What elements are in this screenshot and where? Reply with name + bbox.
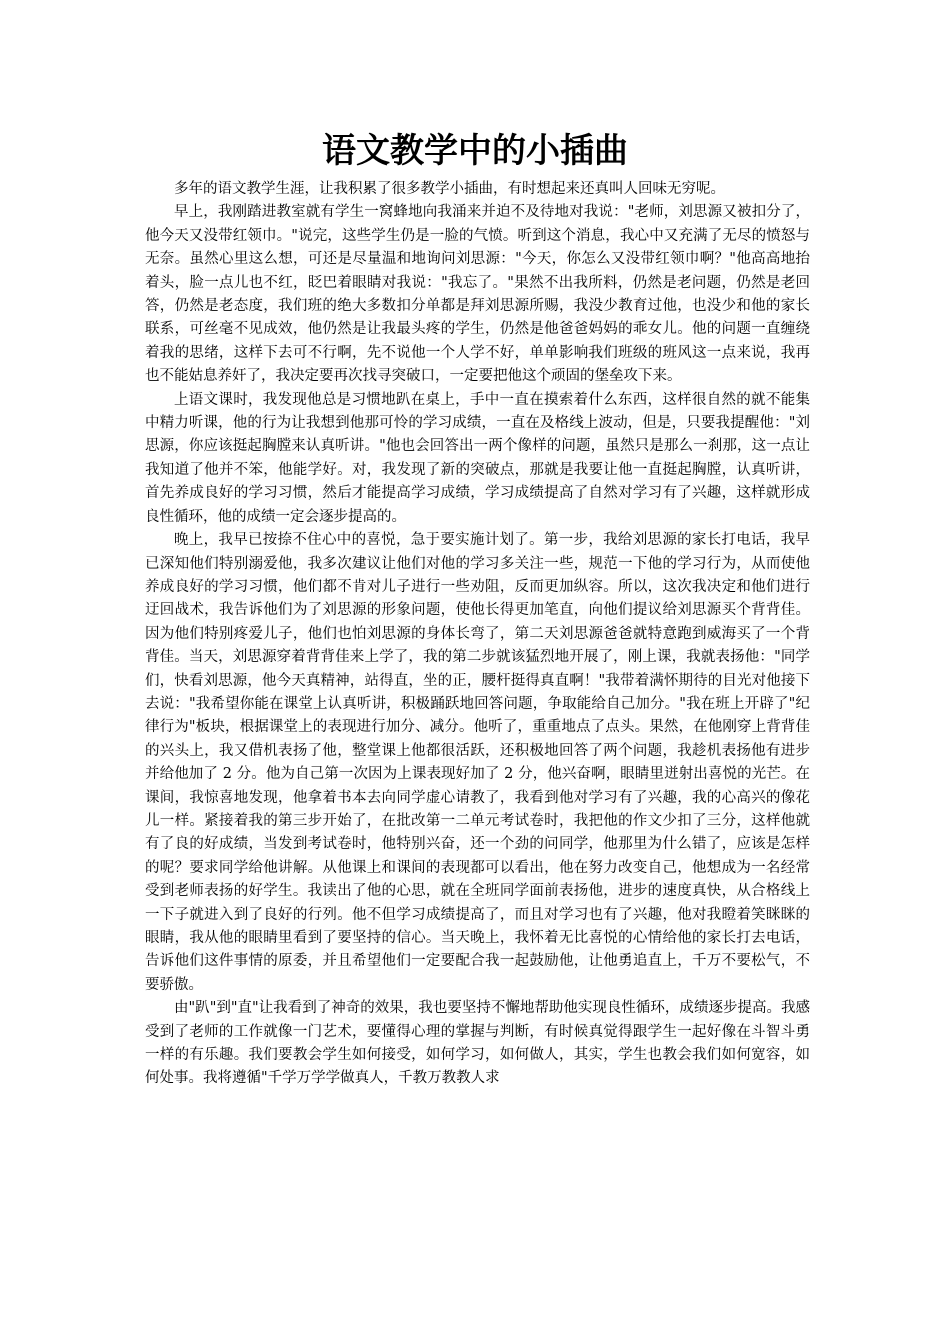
paragraph-evening-plan: 晚上，我早已按捺不住心中的喜悦，急于要实施计划了。第一步，我给刘思源的家长打电话，我早已深知他们特别溺爱他，我多次建议让他们对他的学习多关注一些，规范一下他的学习行为，从而使他养成良好的学习习惯，他们都不肯对儿子进行一些劝阻，反而更加纵容。所以，这次我决定和他们进行迂回战术，我告诉他们为了刘思源的形象问题，使他长得更加笔直，向他们提议给刘思源买个背背佳。因为他们特别疼爱儿子，他们也怕刘思源的身体长弯了，第二天刘思源爸爸就特意跑到威海买了一个背背佳。当天，刘思源穿着背背佳来上学了，我的第二步就该猛烈地开展了，刚上课，我就表扬他："同学们，快看刘思源，他今天真精神，站得直，坐的正，腰杆挺得真直啊！"我带着满怀期待的目光对他接下去说："我希望你能在课堂上认真听讲，积极踊跃地回答问题，争取能给自己加分。"我在班上开辟了"纪律行为"板块，根据课堂上的表现进行加分、减分。他听了，重重地点了点头。果然，在他刚穿上背背佳的兴头上，我又借机表扬了他，整堂课上他都很活跃，还积极地回答了两个问题，我趁机表扬他有进步并给他加了 2 分。他为自己第一次因为上课表现好加了 2 分，他兴奋啊，眼睛里迸射出喜悦的光芒。在课间，我惊喜地发现，他拿着书本去向同学虚心请教了，我看到他对学习有了兴趣，我的心高兴的像花儿一样。紧接着我的第三步开始了，在批改第一二单元考试卷时，我把他的作文少扣了三分，这样他就有了良的好成绩，当发到考试卷时，他特别兴奋，还一个劲的问同学，他那里为什么错了，应该是怎样的呢？要求同学给他讲解。从他课上和课间的表现都可以看出，他在努力改变自己，他想成为一名经常受到老师表扬的好学生。我读出了他的心思，就在全班同学面前表扬他，进步的速度真快，从合格线上一下子就进入到了良好的行列。他不但学习成绩提高了，而且对学习也有了兴趣，他对我瞪着笑眯眯的眼睛，我从他的眼睛里看到了要坚持的信心。当天晚上，我怀着无比喜悦的心情给他的家长打去电话，告诉他们这件事情的原委，并且希望他们一定要配合我一起鼓励他，让他勇追直上，千万不要松气，不要骄傲。: [145, 532, 810, 993]
paragraph-intro: 多年的语文教学生涯，让我积累了很多教学小插曲，有时想起来还真叫人回味无穷呢。: [174, 181, 725, 197]
paragraph-reflection: 由"趴"到"直"让我看到了神奇的效果，我也要坚持不懈地帮助他实现良性循环，成绩逐步提高。我感受到了老师的工作就像一门艺术，要懂得心理的掌握与判断，有时候真觉得跟学生一起好像在斗智斗勇一样的有乐趣。我们要教会学生如何接受，如何学习，如何做人，其实，学生也教会我们如何宽容，如何处事。我将遵循"千学万学学做真人，千教万教教人求: [145, 1000, 810, 1087]
document-body: [145, 178, 810, 1091]
paragraph-morning: 早上，我刚踏进教室就有学生一窝蜂地向我涌来并迫不及待地对我说："老师，刘思源又被扣分了，他今天又没带红领巾。"说完，这些学生仍是一脸的气愤。听到这个消息，我心中又充满了无尽的愤怒与无奈。虽然心里这么想，可还是尽量温和地询问刘思源："今天，你怎么又没带红领巾啊？"他高高地抬着头，脸一点儿也不红，眨巴着眼睛对我说："我忘了。"果然不出我所料，仍然是老问题，仍然是老回答，仍然是老态度，我们班的绝大多数扣分单都是拜刘思源所赐，我没少教育过他，也没少和他的家长联系，可丝毫不见成效，他仍然是让我最头疼的学生，仍然是他爸爸妈妈的乖女儿。他的问题一直缠绕着我的思绪，这样下去可不行啊，先不说他一个人学不好，单单影响我们班级的班风这一点来说，我再也不能姑息养奸了，我决定要再次找寻突破口，一定要把他这个顽固的堡垒攻下来。: [145, 204, 810, 385]
document-title: 语文教学中的小插曲: [322, 131, 628, 171]
paragraph-chinese-class: 上语文课时，我发现他总是习惯地趴在桌上，手中一直在摸索着什么东西，这样很自然的就不能集中精力听课，他的行为让我想到他那可怜的学习成绩，一直在及格线上波动，但是，只要我提醒他："刘思源，你应该挺起胸膛来认真听讲。"他也会回答出一两个像样的问题，虽然只是那么一刹那，这一点让我知道了他并不笨，他能学好。对，我发现了新的突破点，那就是我要让他一直挺起胸膛，认真听讲，首先养成良好的学习习惯，然后才能提高学习成绩，学习成绩提高了自然对学习有了兴趣，这样就形成良性循环，他的成绩一定会逐步提高的。: [145, 391, 810, 525]
